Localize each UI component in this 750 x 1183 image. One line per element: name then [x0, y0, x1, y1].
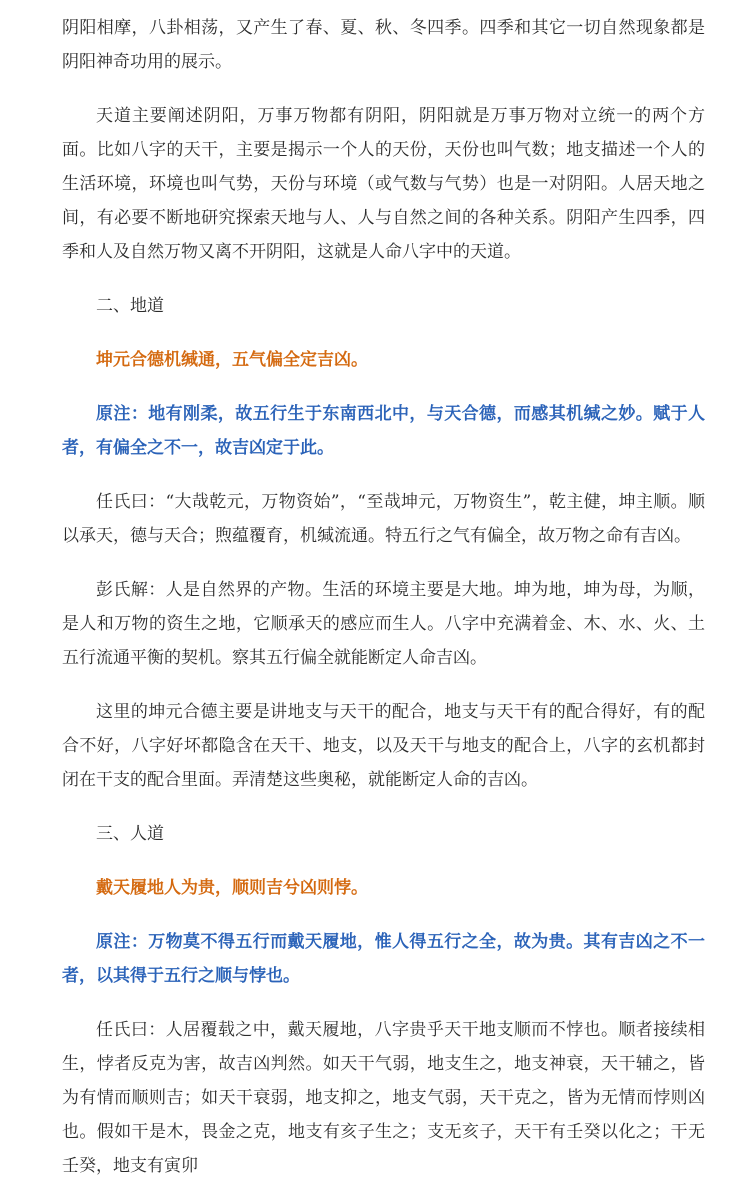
paragraph-didao-explain: 这里的坤元合德主要是讲地支与天干的配合，地支与天干有的配合得好，有的配合不好，八字好坏都隐含在天干、地支，以及天干与地支的配合上，八字的玄机都封闭在干支的配合里面。弄清楚这些奥秘，就能断定人命的吉凶。	[62, 702, 705, 790]
verse-rendao: 戴天履地人为贵，顺则吉兮凶则悖。	[96, 878, 368, 898]
section-heading-rendao: 三、人道	[96, 824, 164, 844]
ren-commentary-didao: 任氏曰：“大哉乾元，万物资始”，“至哉坤元，万物资生”，乾主健，坤主顺。顺以承天，德与天合；煦蕴覆育，机缄流通。特五行之气有偏全，故万物之命有吉凶。	[62, 492, 705, 546]
original-note-rendao: 原注：万物莫不得五行而戴天履地，惟人得五行之全，故为贵。其有吉凶之不一者，以其得于五行之顺与悖也。	[62, 932, 705, 986]
ren-commentary-rendao: 任氏曰：人居覆载之中，戴天履地，八字贵乎天干地支顺而不悖也。顺者接续相生，悖者反克为害，故吉凶判然。如天干气弱，地支生之，地支神衰，天干辅之，皆为有情而顺则吉；如天干衰弱，地支抑之，地支气弱，天干克之，皆为无情而悖则凶也。假如干是木，畏金之克，地支有亥子生之；支无亥子，天干有壬癸以化之；干无壬癸，地支有寅卯	[62, 1020, 705, 1176]
paragraph-tiandao: 天道主要阐述阴阳，万事万物都有阴阳，阴阳就是万事万物对立统一的两个方面。比如八字的天干，主要是揭示一个人的天份，天份也叫气数；地支描述一个人的生活环境，环境也叫气势，天份与环境（或气数与气势）也是一对阴阳。人居天地之间，有必要不断地研究探索天地与人、人与自然之间的各种关系。阴阳产生四季，四季和人及自然万物又离不开阴阳，这就是人命八字中的天道。	[62, 106, 705, 262]
verse-didao: 坤元合德机缄通，五气偏全定吉凶。	[96, 350, 368, 370]
peng-explanation-didao: 彭氏解：人是自然界的产物。生活的环境主要是大地。坤为地，坤为母，为顺，是人和万物的资生之地，它顺承天的感应而生人。八字中充满着金、木、水、火、土五行流通平衡的契机。察其五行偏全就能断定人命吉凶。	[62, 580, 705, 668]
original-note-didao: 原注：地有刚柔，故五行生于东南西北中，与天合德，而感其机缄之妙。赋于人者，有偏全之不一，故吉凶定于此。	[62, 404, 705, 458]
paragraph-intro: 阴阳相摩，八卦相荡，又产生了春、夏、秋、冬四季。四季和其它一切自然现象都是阴阳神奇功用的展示。	[62, 18, 705, 72]
section-heading-didao: 二、地道	[96, 296, 164, 316]
